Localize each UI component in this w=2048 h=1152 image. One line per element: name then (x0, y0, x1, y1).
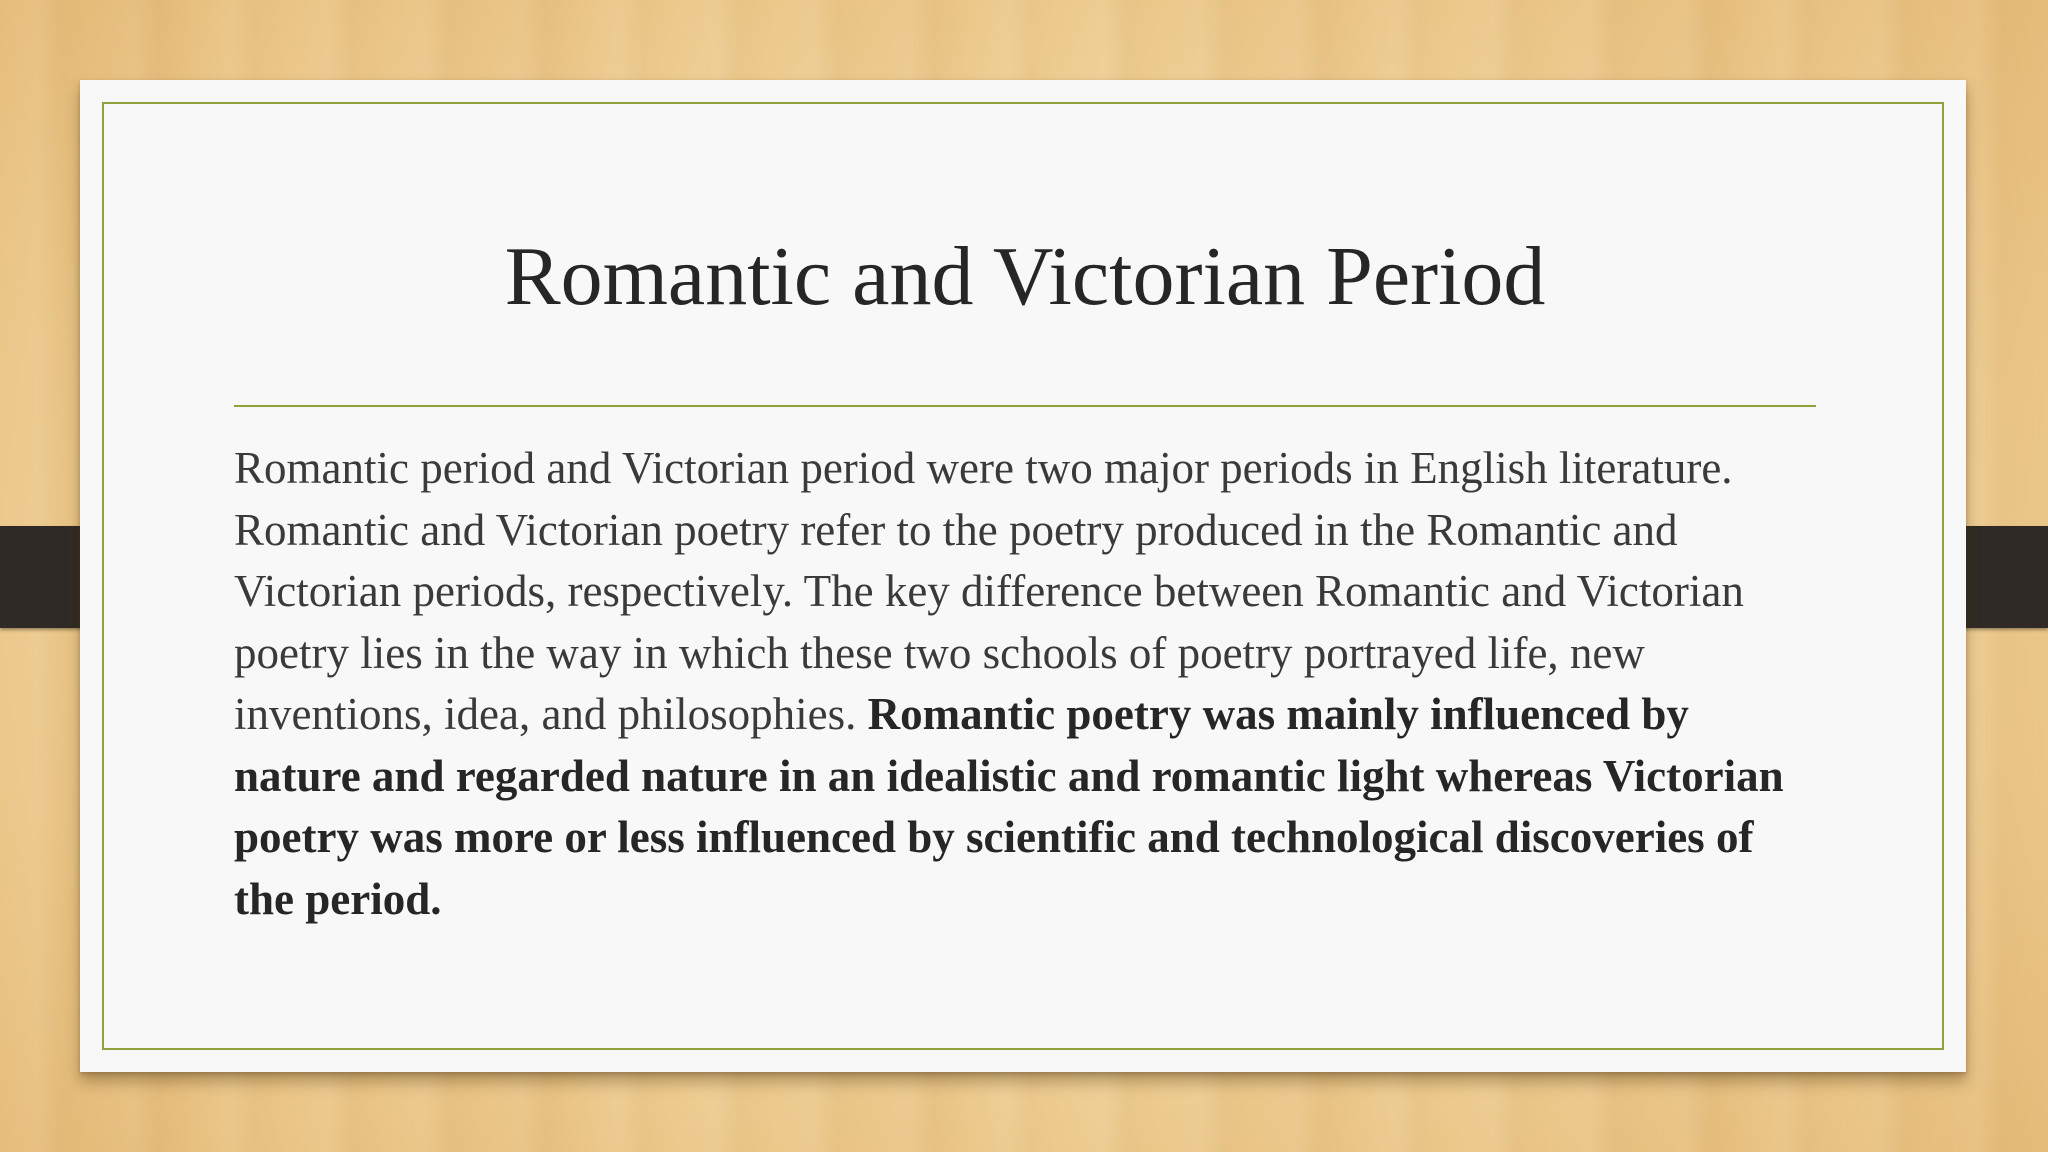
body-intro-text: Romantic period and Victorian period were two major periods in English literature. Romantic and Victorian poetry refer to the poetry produced in the Romantic and Victorian periods, respectively. The key difference between Romantic and Victorian poetry lies in the way in which these two schools of poetry portrayed life, new inventions, idea, and philosophies. (234, 443, 1744, 739)
body-emphasis-text: Romantic poetry was mainly influenced by nature and regarded nature in an idealistic and romantic light whereas Victorian poetry was more or less influenced by scientific and technological discoveries of the period. (234, 689, 1784, 924)
slide-title: Romantic and Victorian Period (504, 230, 1546, 323)
title-divider (234, 405, 1816, 407)
slide-body-text (234, 438, 1816, 930)
